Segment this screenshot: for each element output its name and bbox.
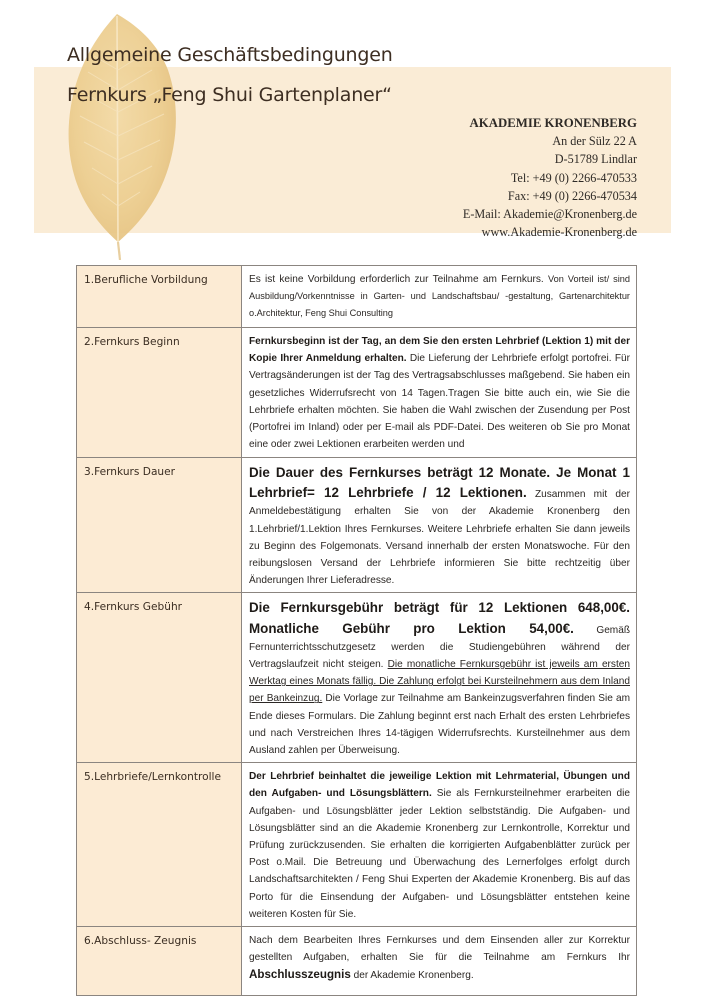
term-content: [242, 266, 637, 328]
term-content: [242, 763, 637, 927]
address-website[interactable]: www.Akademie-Kronenberg.de: [481, 225, 637, 240]
term-text-segment: Fernkursbeginn ist der Tag, an dem Sie den ersten Lehrbrief (Lektion 1) mit der Kopie Ihrer Anmeldung erhalten.: [249, 336, 630, 365]
term-content: [242, 593, 637, 763]
terms-row: [77, 763, 637, 927]
term-text-segment: Die monatliche Fernkursgebühr ist jeweils am ersten Werktag eines Monats fällig. Die Zahlung erfolgt bei Kursteilnehmern aus dem Inland per Bankeinzug.: [249, 659, 630, 705]
address-street: An der Sülz 22 A: [552, 134, 637, 149]
term-text-segment: Die Dauer des Fernkurses beträgt 12 Monate. Je Monat 1 Lehrbrief= 12 Lehrbriefe / 12 Lektionen.: [249, 465, 630, 501]
terms-table: [76, 265, 637, 996]
address-tel: Tel: +49 (0) 2266-470533: [510, 170, 637, 185]
term-label: 6.Abschluss- Zeugnis: [77, 927, 242, 996]
terms-row: [77, 593, 637, 763]
term-text-segment: Nach dem Bearbeiten Ihres Fernkurses und dem Einsenden aller zur Korrektur gestellten Aufgaben, erhalten Sie für die Teilnahme am Fernkurs Ihr: [249, 935, 630, 964]
term-text-segment: Zusammen mit der Anmeldebestätigung erhalten Sie von der Akademie Kronenberg den 1.Lehrbrief/1.Lektion Ihres Fernkurses. Weitere Lehrbriefe erhalten Sie dann jeweils zu Beginn des Folgemonats. Versand innerhalb der ersten Monatswoche. Für den reibungslosen Versand der Lehrbriefe informieren Sie bitte rechtzeitig über Änderungen Ihrer Lieferadresse.: [249, 489, 630, 587]
document-title: Allgemeine Geschäftsbedingungen: [67, 44, 393, 66]
term-text-segment: Gemäß Fernunterrichtsschutzgesetz werden die Studiengebühren während der Vertragslaufzeit nicht steigen.: [249, 624, 630, 671]
organization-name: AKADEMIE KRONENBERG: [469, 116, 637, 130]
address-fax: Fax: +49 (0) 2266-470534: [507, 188, 637, 203]
term-text-segment: Von Vorteil ist/ sind Ausbildung/Vorkenntnisse in Garten- und Landschaftsbau/ -gestaltung, Gartenarchitektur o.Architektur, Feng Shui Consulting: [249, 274, 630, 319]
address-email[interactable]: E-Mail: Akademie@Kronenberg.de: [462, 207, 637, 222]
term-label: 1.Berufliche Vorbildung: [77, 266, 242, 328]
term-text-segment: Der Lehrbrief beinhaltet die jeweilige Lektion mit Lehrmaterial, Übungen und den Aufgaben- und Lösungsblättern.: [249, 771, 630, 800]
terms-row: [77, 458, 637, 593]
terms-row: [77, 266, 637, 328]
terms-row: [77, 328, 637, 458]
term-text-segment: der Akademie Kronenberg.: [350, 970, 474, 982]
term-label: 5.Lehrbriefe/Lernkontrolle: [77, 763, 242, 927]
term-text-segment: Sie als Fernkursteilnehmer erarbeiten die Aufgaben- und Lösungsblätter jeder Lektion selbstständig. Die Aufgaben- und Lösungsblätter sind an die Akademie Kronenberg zur Lernkontrolle, Korrektur und Prüfung zurückzusenden. Sie erhalten die korrigierten Aufgabenblätter zurück per Post o.Mail. Die Betreuung und Überwachung des Lernerfolges erfolgt durch Landschaftsarchitekten / Feng Shui Experten der Akademie Kronenberg. Bis auf das Porto für die Einsendung der Aufgaben- und Lösungsblätter entstehen keine weiteren Kosten für Sie.: [249, 788, 630, 920]
term-text-segment: Die Fernkursgebühr beträgt für 12 Lektionen 648,00€. Monatliche Gebühr pro Lektion 54,00€.: [249, 600, 630, 636]
term-text-segment: Es ist keine Vorbildung erforderlich zur Teilnahme am Fernkurs.: [249, 274, 548, 285]
term-label: 4.Fernkurs Gebühr: [77, 593, 242, 763]
course-title: Fernkurs „Feng Shui Gartenplaner“: [67, 84, 392, 106]
terms-row: [77, 927, 637, 996]
term-content: [242, 328, 637, 458]
term-content: [242, 927, 637, 996]
term-text-segment: Die Vorlage zur Teilnahme am Bankeinzugsverfahren finden Sie am Ende dieses Formulars. Die Zahlung beginnt erst nach Erhalt des ersten Lehrbriefes und nach Verstreichen Ihres 14-tägigen Widerrufsrechts. Kursteilnehmer aus dem Ausland zahlen per Überweisung.: [249, 693, 630, 757]
term-text-segment: Die Lieferung der Lehrbriefe erfolgt portofrei. Für Vertragsänderungen ist der Tag des Vertragsabschlusses maßgebend. Sie haben ein gesetzliches Widerrufsrecht von 14 Tagen.Tragen Sie bitte auch ein, wie Sie die Lehrbriefe erhalten möchten. Sie haben die Wahl zwischen der Zusendung per Post (Portofrei im Inland) oder per E-mail als PDF-Datei. Des weiteren ob Sie pro Monat eine oder zwei Lektionen erarbeiten werden und: [249, 353, 630, 451]
term-content: [242, 458, 637, 593]
term-label: 3.Fernkurs Dauer: [77, 458, 242, 593]
address-city: D-51789 Lindlar: [554, 152, 637, 167]
address-block: [463, 114, 637, 241]
term-label: 2.Fernkurs Beginn: [77, 328, 242, 458]
term-text-segment: Abschlusszeugnis: [249, 968, 351, 982]
